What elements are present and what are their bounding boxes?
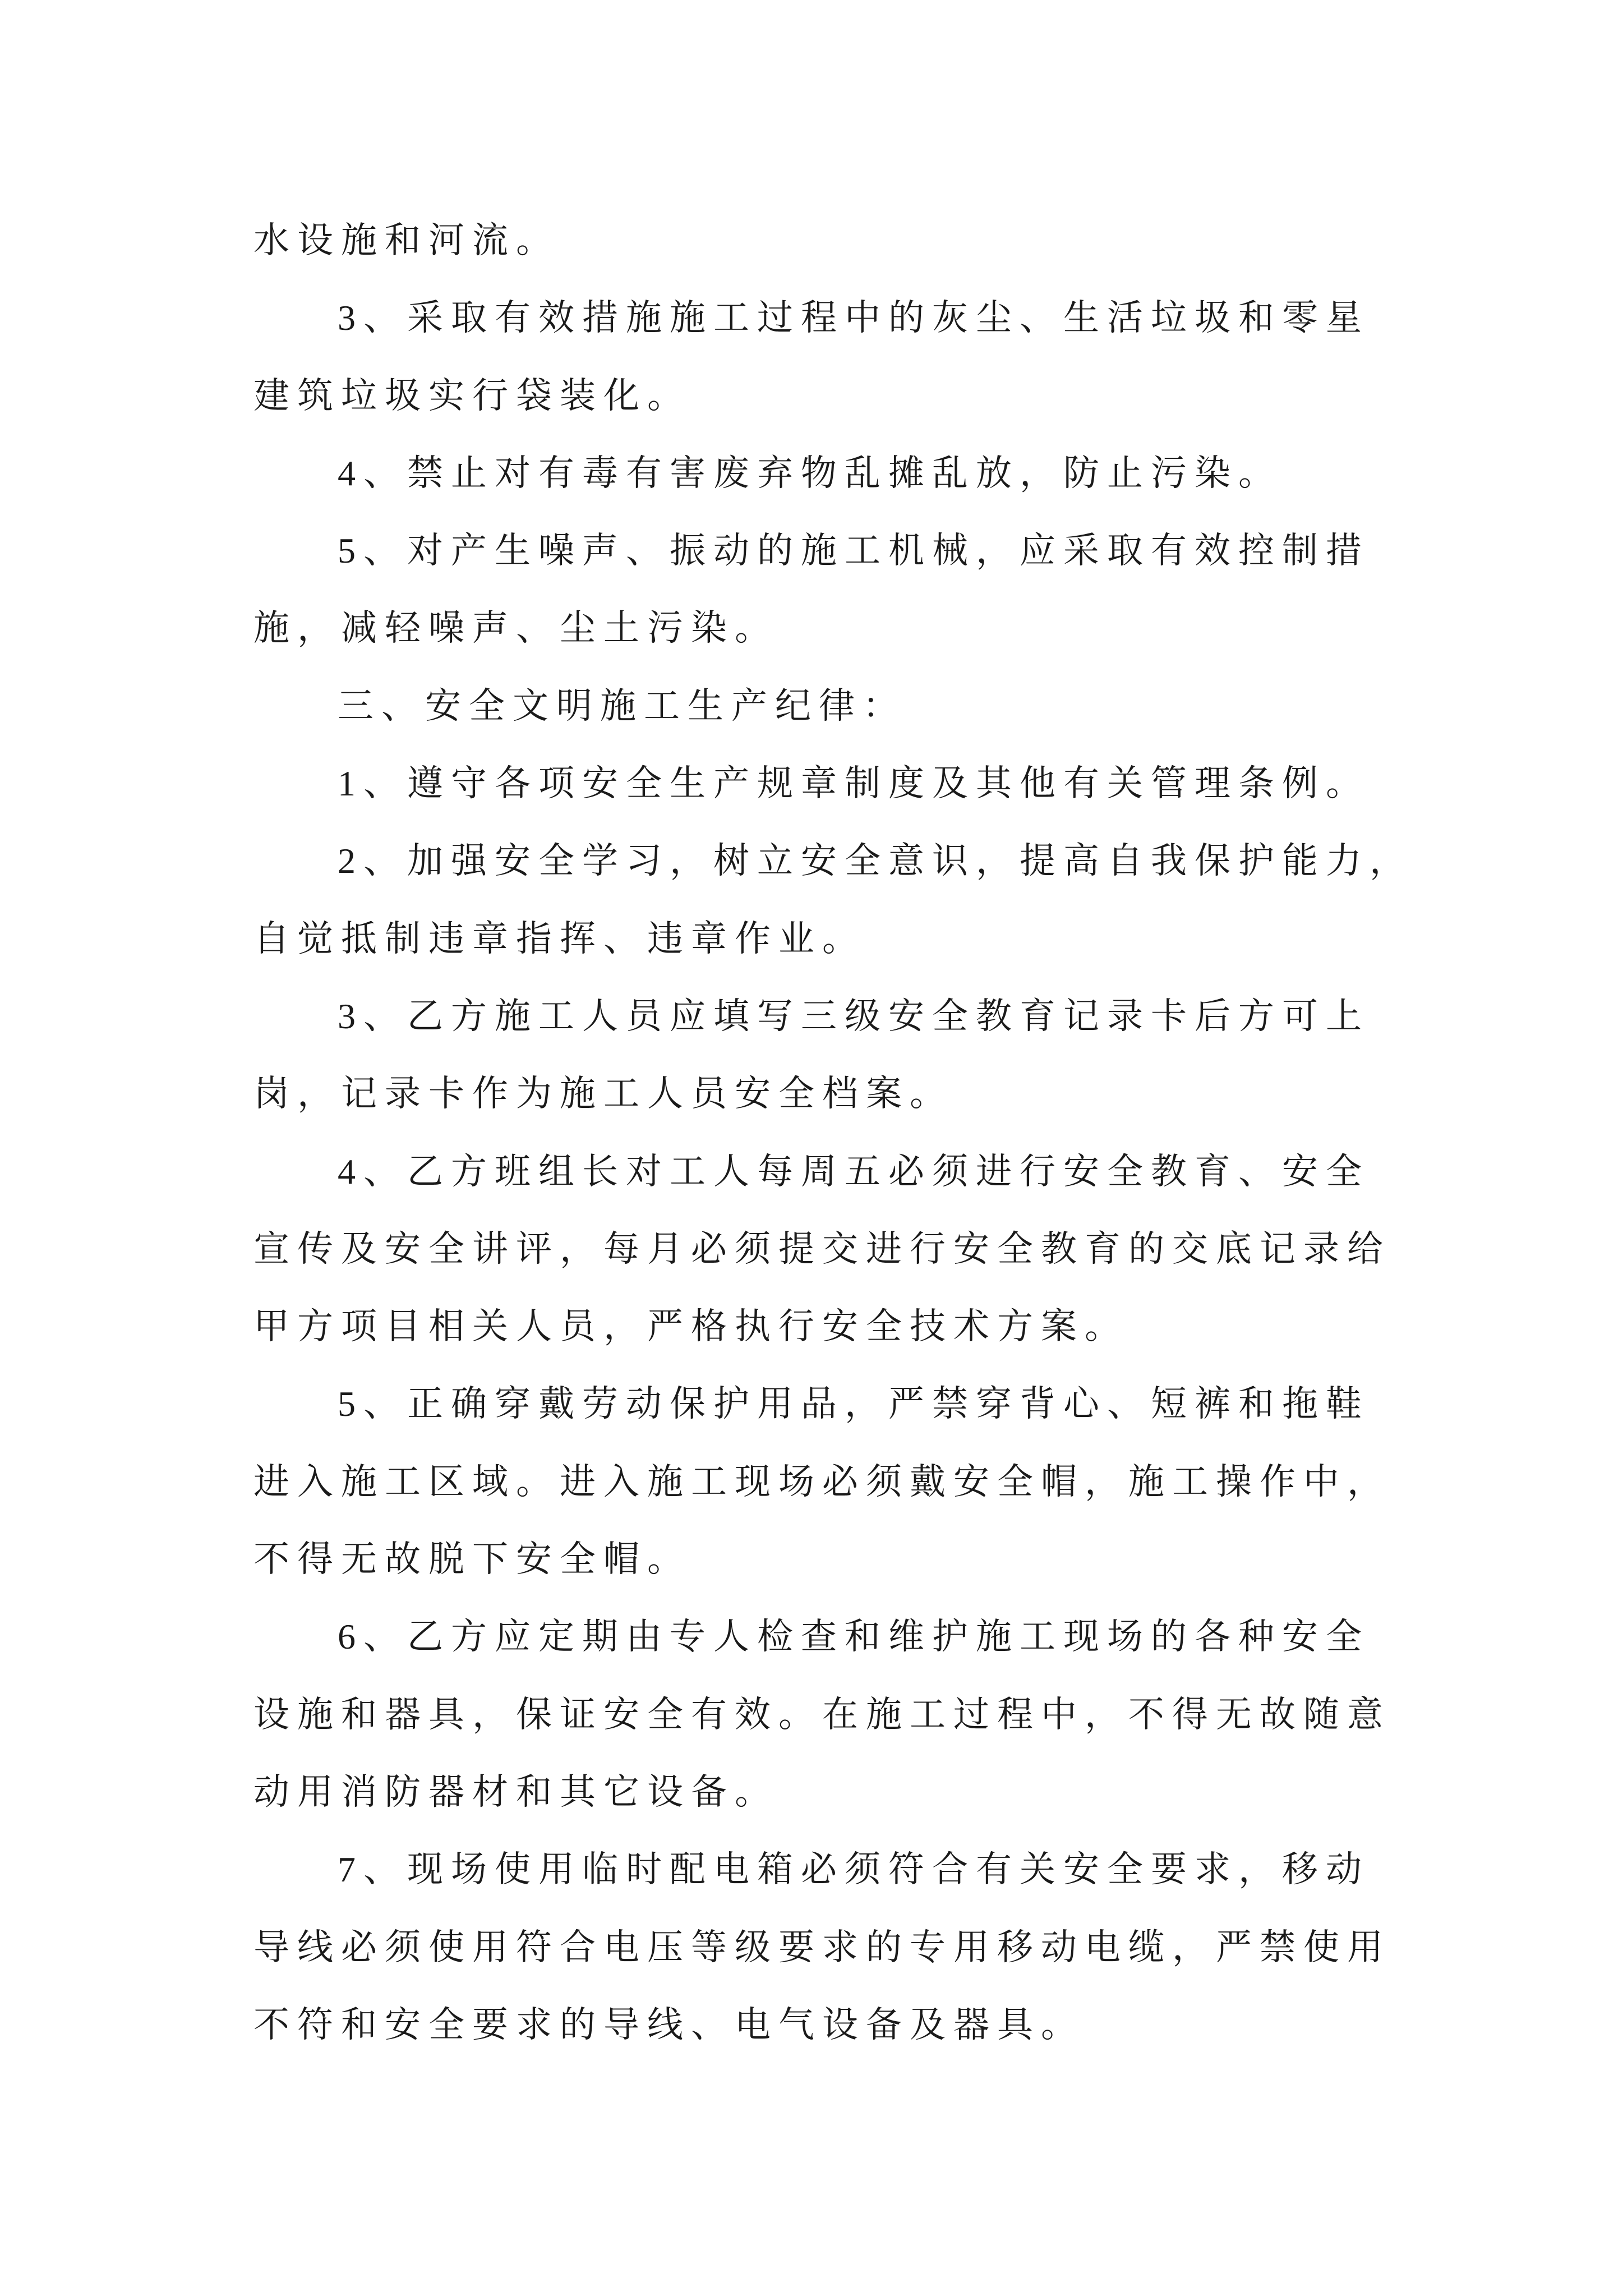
paragraph (253, 822, 1431, 978)
paragraph (253, 512, 1431, 668)
paragraph (253, 1133, 1431, 1366)
text-line: 不得无故脱下安全帽。 (253, 1539, 691, 1580)
text-line: 宣传及安全讲评，每月必须提交进行安全教育的交底记录给 (253, 1228, 1391, 1269)
paragraph (253, 745, 1431, 822)
text-line: 不符和安全要求的导线、电气设备及器具。 (253, 2004, 1085, 2045)
text-line: 岗，记录卡作为施工人员安全档案。 (253, 1074, 953, 1114)
text-line: 5、正确穿戴劳动保护用品，严禁穿背心、短裤和拖鞋 (338, 1384, 1370, 1424)
document-page (253, 202, 1431, 2064)
text-line: 甲方项目相关人员，严格执行安全技术方案。 (253, 1306, 1128, 1347)
paragraph (253, 1831, 1431, 2064)
text-line: 水设施和河流。 (253, 220, 560, 260)
text-line: 三、安全文明施工生产纪律： (338, 685, 906, 726)
text-line: 2、加强安全学习，树立安全意识，提高自我保护能力， (338, 841, 1413, 881)
section-heading (253, 668, 1431, 745)
text-line: 进入施工区域。进入施工现场必须戴安全帽，施工操作中， (253, 1461, 1391, 1502)
paragraph (253, 279, 1431, 435)
paragraph (253, 1598, 1431, 1831)
text-line: 导线必须使用符合电压等级要求的专用移动电缆，严禁使用 (253, 1927, 1391, 1967)
text-line: 1、遵守各项安全生产规章制度及其他有关管理条例。 (338, 763, 1370, 804)
text-line: 4、乙方班组长对工人每周五必须进行安全教育、安全 (338, 1151, 1370, 1191)
paragraph (253, 202, 1431, 279)
paragraph (253, 1365, 1431, 1598)
paragraph (253, 978, 1431, 1133)
text-line: 自觉抵制违章指挥、违章作业。 (253, 918, 866, 959)
text-line: 3、采取有效措施施工过程中的灰尘、生活垃圾和零星 (338, 298, 1370, 338)
text-line: 4、禁止对有毒有害废弃物乱摊乱放，防止污染。 (338, 453, 1282, 493)
text-line: 6、乙方应定期由专人检查和维护施工现场的各种安全 (338, 1617, 1370, 1657)
text-line: 设施和器具，保证安全有效。在施工过程中，不得无故随意 (253, 1694, 1391, 1734)
text-line: 7、现场使用临时配电箱必须符合有关安全要求，移动 (338, 1849, 1370, 1890)
paragraph (253, 435, 1431, 512)
text-line: 5、对产生噪声、振动的施工机械，应采取有效控制措 (338, 531, 1370, 571)
text-line: 建筑垃圾实行袋装化。 (253, 375, 691, 416)
text-line: 施，减轻噪声、尘土污染。 (253, 608, 778, 648)
text-line: 动用消防器材和其它设备。 (253, 1772, 778, 1812)
text-line: 3、乙方施工人员应填写三级安全教育记录卡后方可上 (338, 996, 1370, 1036)
